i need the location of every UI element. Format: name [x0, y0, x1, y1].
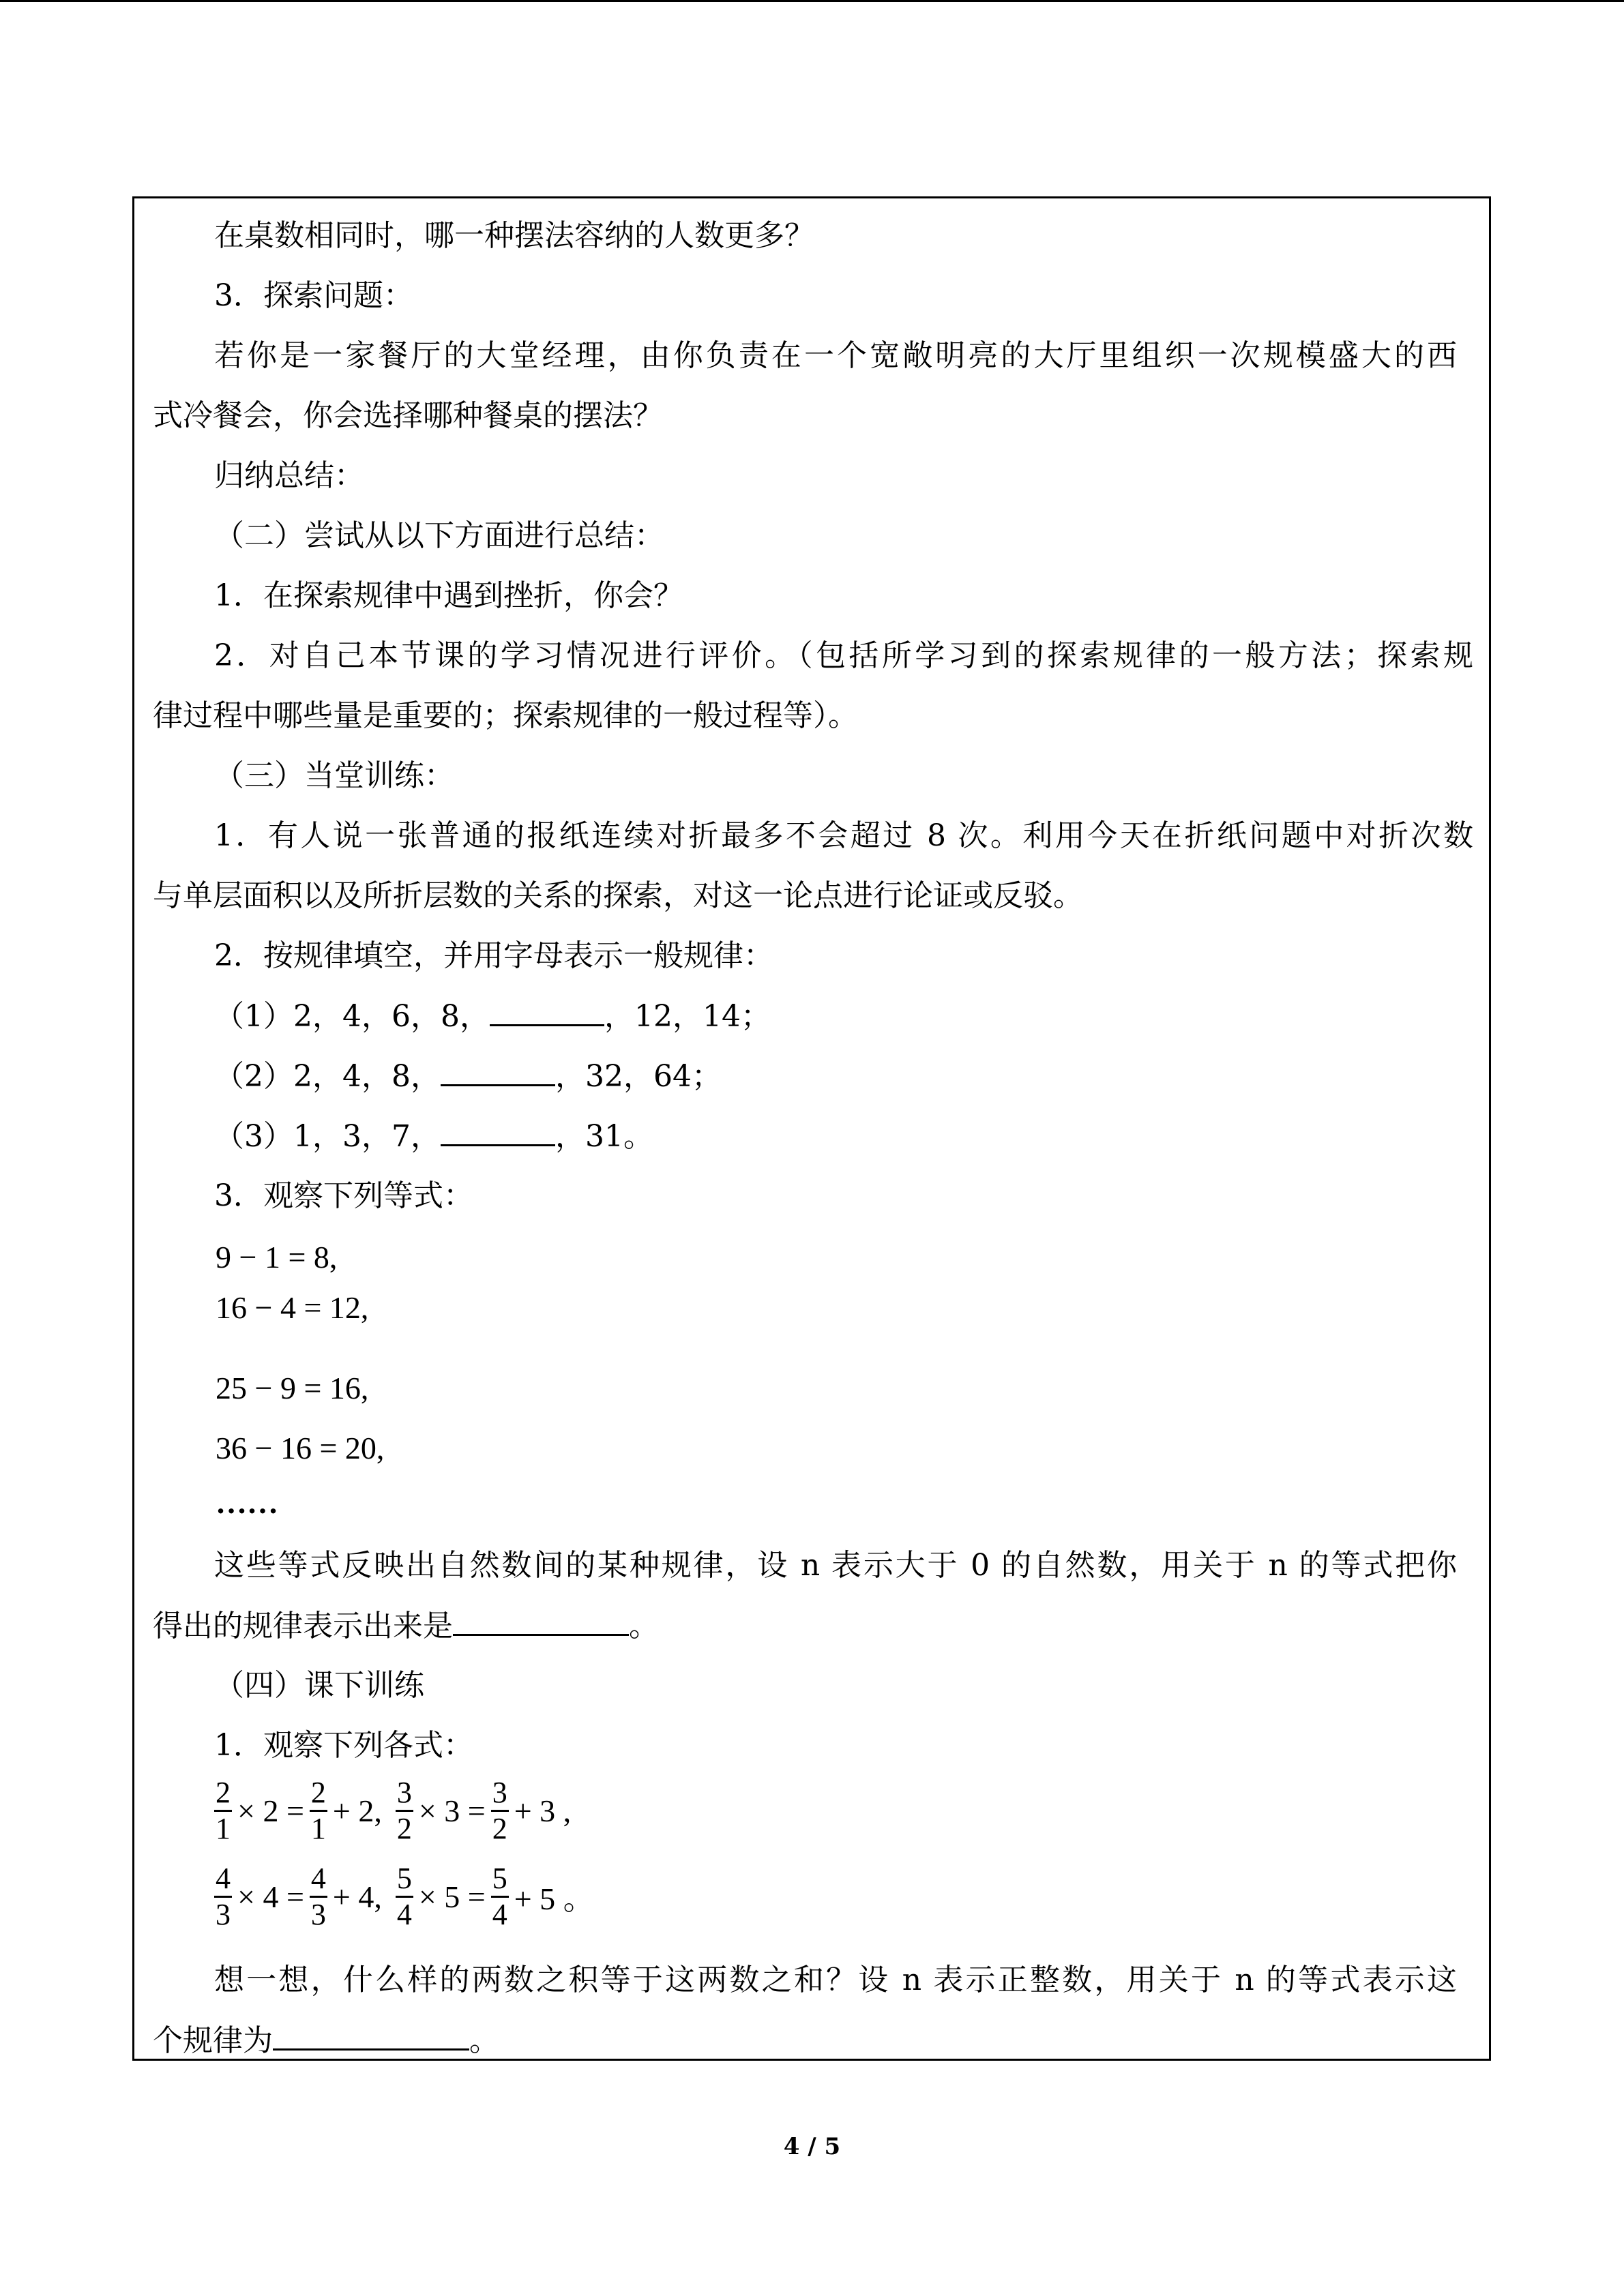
- text-line: 1．在探索规律中遇到挫折，你会？: [214, 578, 683, 613]
- page-number: 4 / 5: [783, 2133, 841, 2160]
- text-line: 2．按规律填空，并用字母表示一般规律：: [214, 938, 773, 973]
- sequence-item: （1）2，4，6，8， ，12，14；: [214, 997, 771, 1036]
- answer-blank[interactable]: [490, 997, 604, 1026]
- answer-blank[interactable]: [441, 1117, 555, 1146]
- ellipsis: ……: [216, 1485, 278, 1520]
- text-line: 得出的规律表示出来是 。: [153, 1607, 659, 1645]
- equation: 9 − 1 = 8,: [216, 1240, 338, 1274]
- text-line: 在桌数相同时，哪一种摆法容纳的人数更多？: [214, 218, 814, 253]
- text-line: 归纳总结：: [214, 458, 364, 493]
- fraction: $\frac{5}{4}$: [396, 1861, 412, 1931]
- fraction-equations-row-1: $\frac{2}{1}$ × 2 = $\frac{2}{1}$ + 2, $\frac{3}{2}$ × 3 = $\frac{3}{2}$ + 3 ,: [216, 1775, 572, 1845]
- sequence-item: （2）2，4，8， ，32，64；: [214, 1057, 722, 1096]
- text-line: （二）尝试从以下方面进行总结：: [214, 518, 664, 553]
- text-line: 若你是一家餐厅的大堂经理，由你负责在一个宽敞明亮的大厅里组织一次规模盛大的西: [214, 338, 1457, 373]
- equation: 36 − 16 = 20,: [216, 1431, 385, 1465]
- text-line: 这些等式反映出自然数间的某种规律，设 n 表示大于 0 的自然数，用关于 n 的等式把你: [214, 1548, 1457, 1583]
- fraction: $\frac{3}{2}$: [492, 1775, 507, 1845]
- text-line: 与单层面积以及所折层数的关系的探索，对这一论点进行论证或反驳。: [153, 878, 1083, 913]
- text-line: 3．探索问题：: [214, 278, 413, 313]
- top-border: [0, 0, 1624, 2]
- fraction: $\frac{4}{3}$: [216, 1861, 231, 1931]
- sequence-item: （3）1，3，7， ，31。: [214, 1117, 653, 1156]
- answer-blank[interactable]: [453, 1607, 629, 1636]
- question-title: 1．观察下列各式：: [214, 1728, 473, 1763]
- text-line: （三）当堂训练：: [214, 758, 454, 793]
- question-title: 3．观察下列等式：: [214, 1178, 473, 1213]
- answer-blank[interactable]: [441, 1057, 555, 1086]
- text-line: 个规律为 。: [153, 2021, 499, 2060]
- text-line: 式冷餐会，你会选择哪种餐桌的摆法？: [153, 398, 663, 433]
- equation: 16 − 4 = 12,: [216, 1290, 369, 1325]
- equation: 25 − 9 = 16,: [216, 1371, 369, 1405]
- section-title: （四）课下训练: [214, 1668, 424, 1703]
- fraction: $\frac{4}{3}$: [310, 1861, 326, 1931]
- text-line: 2．对自己本节课的学习情况进行评价。（包括所学习到的探索规律的一般方法；探索规: [214, 638, 1473, 673]
- text-line: 想一想，什么样的两数之积等于这两数之和？设 n 表示正整数，用关于 n 的等式表示这: [214, 1963, 1457, 1997]
- text-line: 律过程中哪些量是重要的；探索规律的一般过程等）。: [153, 698, 858, 733]
- fraction: $\frac{2}{1}$: [310, 1775, 326, 1845]
- answer-blank[interactable]: [273, 2021, 469, 2051]
- fraction-equations-row-2: $\frac{4}{3}$ × 4 = $\frac{4}{3}$ + 4, $\frac{5}{4}$ × 5 = $\frac{5}{4}$ + 5 。: [216, 1861, 595, 1931]
- fraction: $\frac{3}{2}$: [396, 1775, 412, 1845]
- text-line: 1．有人说一张普通的报纸连续对折最多不会超过 8 次。利用今天在折纸问题中对折次数: [214, 818, 1473, 853]
- fraction: $\frac{5}{4}$: [492, 1861, 507, 1931]
- fraction: $\frac{2}{1}$: [216, 1775, 231, 1845]
